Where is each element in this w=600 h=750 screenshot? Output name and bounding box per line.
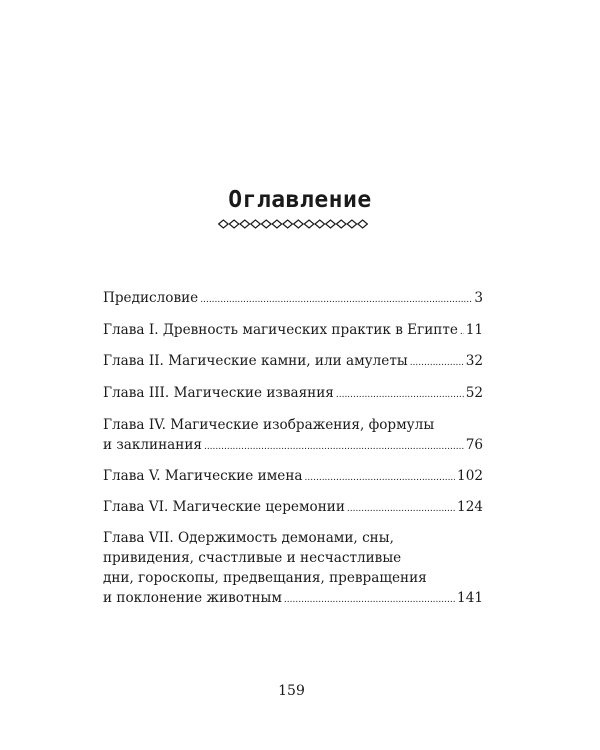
ornament-divider	[218, 216, 368, 232]
toc-entry-title: Глава II. Магические камни, или амулеты	[103, 353, 408, 369]
leader-dots	[204, 437, 464, 457]
page-number: 159	[278, 683, 305, 699]
toc-entry-page: 141	[457, 590, 483, 606]
toc-entry[interactable]	[103, 288, 483, 310]
toc-entry-title: Глава VI. Магические церемонии	[103, 499, 345, 515]
leader-dots	[200, 290, 472, 310]
toc-entry-page: 52	[465, 385, 483, 401]
toc-entry-title: Глава I. Древность магических практик в Египте	[103, 322, 458, 338]
leader-dots	[336, 385, 464, 405]
ornament-diamond	[347, 220, 357, 228]
leader-dots	[410, 353, 464, 373]
toc-entry-title-line: Глава VII. Одержимость демонами, сны,	[103, 530, 394, 546]
toc-entry[interactable]	[103, 415, 483, 457]
toc-entry-page: 32	[465, 353, 483, 369]
toc-entry-title-line: привидения, счастливые и несчастливые	[103, 550, 402, 566]
toc-entry-title-line: дни, гороскопы, предвещания, превращения	[103, 570, 427, 586]
toc-entry[interactable]	[103, 528, 483, 610]
toc-entry[interactable]	[103, 466, 483, 488]
ornament-diamond	[240, 220, 250, 228]
toc-entry-page: 102	[457, 468, 483, 484]
ornament-diamond	[283, 220, 293, 228]
toc-entry-title: Предисловие	[103, 290, 199, 306]
toc-entry[interactable]	[103, 383, 483, 405]
ornament-diamond	[261, 220, 271, 228]
ornament-diamond	[304, 220, 314, 228]
leader-dots	[305, 468, 456, 488]
toc-entry-title: и заклинания	[103, 437, 202, 453]
toc-entry-title-line: Глава IV. Магические изображения, формулы	[103, 417, 435, 433]
ornament-diamond	[315, 220, 325, 228]
toc-entry[interactable]	[103, 497, 483, 519]
ornament-diamond	[272, 220, 282, 228]
ornament-diamond	[219, 220, 229, 228]
page-title: Оглавление	[228, 187, 372, 213]
ornament-diamond	[294, 220, 304, 228]
toc-entry-title: Глава V. Магические имена	[103, 468, 303, 484]
toc-entry-title: и поклонение животным	[103, 590, 282, 606]
toc-entry-page: 76	[465, 437, 483, 453]
toc-entry[interactable]	[103, 320, 483, 342]
leader-dots	[347, 499, 455, 519]
table-of-contents	[103, 288, 483, 610]
toc-entry-page: 11	[465, 322, 483, 338]
ornament-diamond	[358, 220, 368, 228]
toc-entry-title: Глава III. Магические изваяния	[103, 385, 334, 401]
ornament-diamond	[251, 220, 261, 228]
leader-dots	[284, 590, 455, 610]
toc-entry-page: 124	[457, 499, 483, 515]
toc-entry[interactable]	[103, 351, 483, 373]
toc-entry-page: 3	[474, 290, 483, 306]
ornament-diamond	[336, 220, 346, 228]
ornament-diamond	[229, 220, 239, 228]
leader-dots	[460, 322, 464, 342]
ornament-diamond	[326, 220, 336, 228]
